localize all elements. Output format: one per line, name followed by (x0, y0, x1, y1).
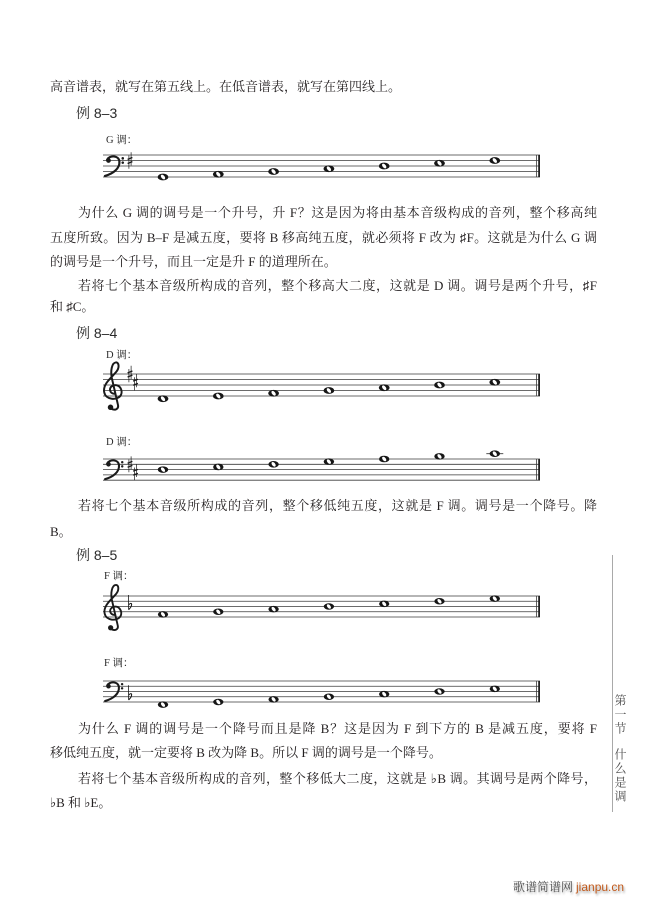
paragraph-2-line-1: 若将七个基本音级所构成的音列，整个移高大二度，这就是 D 调。调号是两个升号，♯F (78, 278, 597, 293)
staff-label-d-major-bass: D 调： (106, 437, 138, 448)
whole-note-icon (324, 458, 334, 465)
whole-note-icon (213, 464, 223, 471)
watermark-site-name: 歌谱简谱网 (513, 880, 574, 894)
paragraph-5-line-2: ♭B 和 ♭E。 (50, 795, 112, 810)
whole-note-icon (434, 160, 445, 167)
paragraph-1-line-2: 五度所致。因为 B–F 是减五度，要将 B 移高纯五度，就必须将 F 改为 ♯F。这就是为什么 G 调 (50, 230, 597, 245)
sharp-icon (133, 374, 138, 391)
whole-note-icon (379, 601, 389, 608)
whole-note-icon (158, 174, 169, 181)
whole-note-icon (324, 165, 335, 172)
whole-note-icon (158, 466, 168, 473)
whole-note-icon (268, 390, 279, 397)
whole-note-icon (158, 611, 168, 618)
paragraph-3-line-1: 若将七个基本音级所构成的音列，整个移低纯五度，这就是 F 调。调号是一个降号。降 (78, 498, 597, 513)
whole-note-icon (434, 382, 445, 389)
paragraph-4-line-1: 为什么 F 调的调号是一个降号而且是降 B？这是因为 F 到下方的 B 是减五度，要将 F (78, 721, 597, 736)
whole-note-icon (379, 163, 390, 170)
whole-note-icon (158, 701, 168, 708)
flat-icon (129, 595, 132, 610)
treble-clef-icon (104, 362, 122, 410)
whole-note-icon (379, 691, 389, 698)
whole-note-icon (489, 157, 500, 164)
staff-g-major-bass (0, 115, 645, 205)
whole-note-icon (213, 699, 223, 706)
sidebar-section-title: 什么是调 (613, 748, 627, 804)
whole-note-icon (489, 379, 500, 386)
paragraph-4-line-2: 移低纯五度，就一定要将 B 改为降 B。所以 F 调的调号是一个降号。 (50, 745, 442, 760)
whole-note-icon (324, 603, 334, 610)
staff-f-major-treble (0, 556, 645, 646)
whole-note-icon (268, 696, 278, 703)
staff-f-major-bass (0, 641, 645, 731)
whole-note-icon (379, 384, 390, 391)
sidebar-section-number: 第一节 (613, 694, 627, 736)
example-label-8-5: 例 8–5 (76, 547, 118, 563)
whole-note-icon (213, 608, 223, 615)
example-label-8-4: 例 8–4 (76, 325, 118, 341)
paragraph-1-line-3: 的调号是一个升号，而且一定是升 F 的道理所在。 (50, 254, 337, 269)
staff-d-major-bass (0, 419, 645, 509)
whole-note-icon (268, 606, 278, 613)
watermark-domain: jianpu.cn (576, 880, 625, 894)
whole-note-icon (379, 456, 389, 463)
paragraph-3-line-2: B。 (50, 524, 72, 539)
paragraph-5-line-1: 若将七个基本音级所构成的音列，整个移低大二度，这就是 ♭B 调。其调号是两个降号， (78, 771, 597, 786)
staff-label-f-major-treble: F 调： (104, 571, 134, 582)
watermark (513, 879, 624, 895)
whole-note-icon (213, 393, 224, 400)
staff-label-g-major: G 调： (106, 135, 138, 146)
paragraph-1-line-1: 为什么 G 调的调号是一个升号，升 F？这是因为将由基本音级构成的音列，整个移高纯 (78, 205, 597, 220)
whole-note-icon (434, 598, 444, 605)
paragraph-2-line-2: 和 ♯C。 (50, 299, 95, 314)
sharp-icon (133, 464, 138, 480)
whole-note-icon (490, 686, 500, 693)
intro-text-line: 高音谱表，就写在第五线上。在低音谱表，就写在第四线上。 (50, 79, 402, 94)
staff-d-major-treble (0, 334, 645, 424)
staff-label-d-major-treble: D 调： (106, 350, 138, 361)
whole-note-icon (434, 688, 444, 695)
whole-note-icon (213, 171, 224, 178)
example-label-8-3: 例 8–3 (76, 105, 118, 121)
whole-note-icon (490, 450, 500, 457)
whole-note-icon (324, 387, 335, 394)
whole-note-icon (490, 595, 500, 602)
whole-note-icon (434, 453, 444, 460)
staff-label-f-major-bass: F 调： (104, 658, 134, 669)
treble-clef-icon (104, 585, 121, 630)
whole-note-icon (158, 395, 169, 402)
whole-note-icon (268, 461, 278, 468)
flat-icon (129, 685, 132, 700)
whole-note-icon (324, 693, 334, 700)
whole-note-icon (268, 168, 279, 175)
